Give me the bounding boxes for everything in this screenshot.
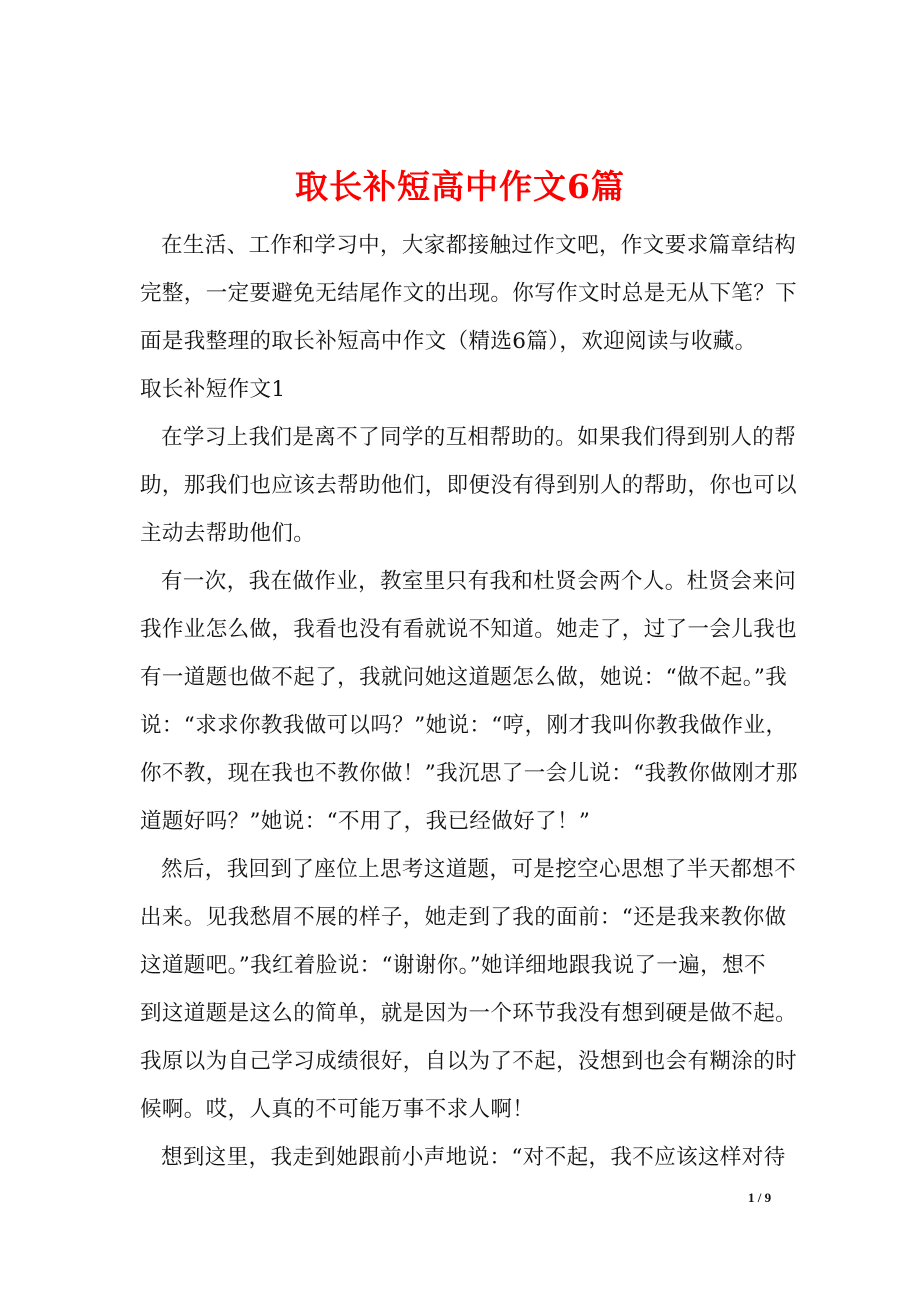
paragraph-line: 到这道题是这么的简单，就是因为一个环节我没有想到硬是做不起。 (140, 1001, 798, 1026)
paragraph-line: 候啊。哎，人真的不可能万事不求人啊！ (140, 1097, 535, 1122)
paragraph-line: 说：“求求你教我做可以吗？”她说：“哼，刚才我叫你教我做作业， (140, 713, 788, 738)
paragraph-line: 有一道题也做不起了，我就问她这道题怎么做，她说：“做不起。”我 (140, 665, 788, 690)
paragraph-line: 助，那我们也应该去帮助他们，即便没有得到别人的帮助，你也可以 (140, 473, 798, 498)
paragraph-line: 然后，我回到了座位上思考这道题，可是挖空心思想了半天都想不 (161, 857, 797, 882)
paragraph-line: 我作业怎么做，我看也没有看就说不知道。她走了，过了一会儿我也 (140, 617, 798, 642)
paragraph-line: 出来。见我愁眉不展的样子，她走到了我的面前：“还是我来教你做 (140, 905, 787, 930)
paragraph-line: 在学习上我们是离不了同学的互相帮助的。如果我们得到别人的帮 (161, 425, 797, 450)
paragraph-line: 在生活、工作和学习中，大家都接触过作文吧，作文要求篇章结构 (161, 233, 797, 258)
section-heading: 取长补短作文1 (140, 377, 286, 402)
document-title: 取长补短高中作文6篇 (295, 167, 625, 207)
paragraph-line: 主动去帮助他们。 (140, 521, 316, 546)
page-number: 1 / 9 (748, 1190, 772, 1205)
paragraph-line: 有一次，我在做作业，教室里只有我和杜贤会两个人。杜贤会来问 (161, 569, 797, 594)
paragraph-line: 这道题吧。”我红着脸说：“谢谢你。”她详细地跟我说了一遍，想不 (140, 953, 766, 978)
paragraph-line: 完整，一定要避免无结尾作文的出现。你写作文时总是无从下笔？下 (140, 281, 798, 306)
paragraph-line: 道题好吗？”她说：“不用了，我已经做好了！” (140, 809, 591, 834)
paragraph-line: 面是我整理的取长补短高中作文（精选6篇），欢迎阅读与收藏。 (140, 329, 757, 354)
paragraph-line: 我原以为自己学习成绩很好，自以为了不起，没想到也会有糊涂的时 (140, 1049, 798, 1074)
paragraph-line: 想到这里，我走到她跟前小声地说：“对不起，我不应该这样对待 (161, 1145, 786, 1170)
paragraph-line: 你不教，现在我也不教你做！”我沉思了一会儿说：“我教你做刚才那 (140, 761, 798, 786)
